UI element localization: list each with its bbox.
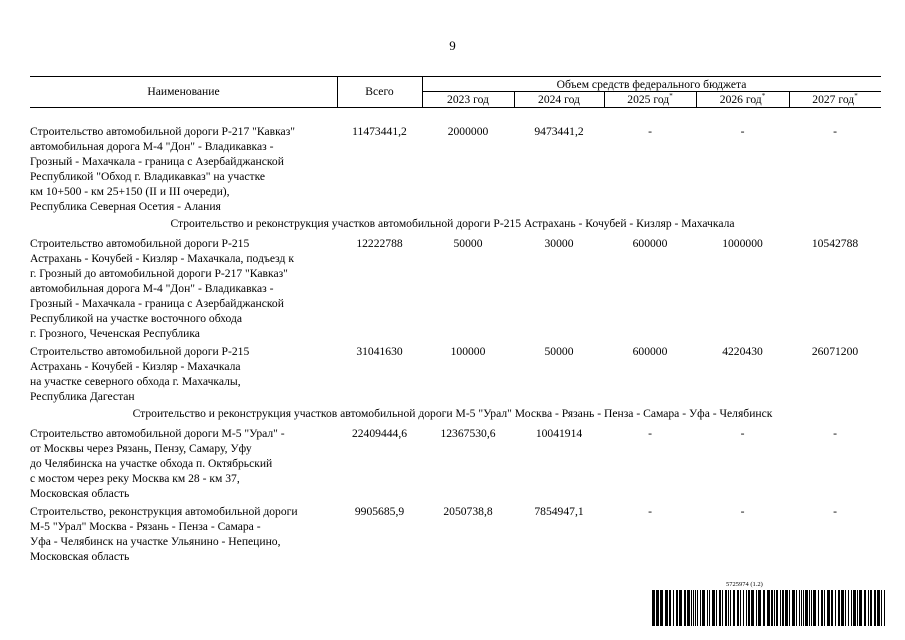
barcode-bar xyxy=(722,590,723,626)
row-value: - xyxy=(740,427,745,440)
barcode-bar xyxy=(774,590,775,626)
barcode-bar xyxy=(707,590,708,626)
row-value: 600000 xyxy=(632,237,668,250)
row-name: Строительство автомобильной дороги Р-215 Астрахань - Кочубей - Кизляр - Махачкала на участке северного обхода г. Махачкалы, Республика Дагестан xyxy=(30,345,250,403)
barcode-bar xyxy=(665,590,668,626)
barcode-bar xyxy=(746,590,747,626)
row-value: 1000000 xyxy=(722,237,763,250)
barcode-bar xyxy=(716,590,717,626)
barcode-bar xyxy=(821,590,823,626)
header-name: Наименование xyxy=(147,85,220,98)
row-value: 50000 xyxy=(544,345,574,358)
row-total: 12222788 xyxy=(356,237,403,250)
barcode-bar xyxy=(751,590,754,626)
row-value: - xyxy=(833,427,837,440)
barcode-bar xyxy=(767,590,770,626)
barcode-bar xyxy=(838,590,840,626)
barcode-bar xyxy=(870,590,872,626)
barcode-bar xyxy=(730,590,731,626)
barcode-bar xyxy=(811,590,812,626)
barcode-bar xyxy=(789,590,790,626)
footnote-mark: * xyxy=(854,92,858,101)
barcode-label: 5725974 (1.2) xyxy=(726,581,763,588)
row-total: 9905685,9 xyxy=(354,505,405,518)
row-value: 12367530,6 xyxy=(440,427,496,440)
row-name: Строительство, реконструкция автомобильной дороги М-5 "Урал" Москва - Рязань - Пенза - Самара - Уфа - Челябинск на участке Ульянино - Непецино, Московская область xyxy=(30,505,298,563)
barcode-bar xyxy=(818,590,819,626)
header-year-2024: 2024 год xyxy=(538,93,580,106)
section-heading: Строительство и реконструкция участков автомобильной дороги М-5 "Урал" Москва - Рязань - Пенза - Самара - Уфа - Челябинск xyxy=(132,407,773,420)
barcode-bar xyxy=(719,590,721,626)
barcode-bar xyxy=(700,590,701,626)
row-total: 31041630 xyxy=(356,345,403,358)
barcode-bar xyxy=(859,590,862,626)
barcode-bar xyxy=(841,590,844,626)
barcode-bar xyxy=(803,590,804,626)
barcode-bar xyxy=(669,590,671,626)
barcode-bar xyxy=(763,590,765,626)
barcode-bar xyxy=(691,590,692,626)
barcode-bar xyxy=(740,590,741,626)
row-value: - xyxy=(648,125,652,138)
row-value: - xyxy=(740,505,745,518)
row-total: 11473441,2 xyxy=(352,125,407,138)
row-total: 22409444,6 xyxy=(351,427,408,440)
barcode-bar xyxy=(697,590,698,626)
footnote-mark: * xyxy=(669,92,673,101)
barcode-bar xyxy=(702,590,705,626)
barcode-bar xyxy=(771,590,773,626)
row-value: 100000 xyxy=(450,345,486,358)
row-value: 30000 xyxy=(544,237,574,250)
header-bottom-rule xyxy=(30,107,881,108)
row-value: - xyxy=(833,125,837,138)
barcode-bar xyxy=(874,590,876,626)
row-value: - xyxy=(648,427,652,440)
row-value: 4220430 xyxy=(722,345,763,358)
barcode-bar xyxy=(758,590,761,626)
barcode-bar xyxy=(776,590,778,626)
barcode-bar xyxy=(845,590,846,626)
barcode-bar xyxy=(660,590,663,626)
barcode-bar xyxy=(673,590,674,626)
section-heading: Строительство и реконструкция участков автомобильной дороги Р-215 Астрахань - Кочубей - Кизляр - Махачкала xyxy=(170,217,735,230)
barcode-bar xyxy=(809,590,810,626)
barcode-bar xyxy=(737,590,739,626)
row-name: Строительство автомобильной дороги Р-215 Астрахань - Кочубей - Кизляр - Махачкала, подъезд к г. Грозный до автомобильной дороги Р-217 "Кавказ" автомобильная дорога М-4 "Дон" - Владикавказ - Грозный - Махачкала - граница с Азербайджанской Республикой на участке восточного обхода г. Грозного, Чеченская Республика xyxy=(30,237,294,340)
barcode-bar xyxy=(785,590,788,626)
header-year-2025: 2025 год* xyxy=(627,92,673,106)
barcode-bar xyxy=(857,590,858,626)
row-value: 26071200 xyxy=(811,345,859,358)
header-total: Всего xyxy=(365,85,394,98)
header-federal-budget: Объем средств федерального бюджета xyxy=(556,78,747,91)
barcode-bar xyxy=(827,590,830,626)
barcode-bar xyxy=(679,590,682,626)
barcode-bar xyxy=(693,590,694,626)
footnote-mark: * xyxy=(761,92,766,101)
barcode xyxy=(652,581,887,627)
barcode-bar xyxy=(652,590,655,626)
barcode-bar xyxy=(877,590,880,626)
header-year-2023: 2023 год xyxy=(447,93,489,106)
barcode-bar xyxy=(831,590,833,626)
row-value: 10041914 xyxy=(535,427,583,440)
barcode-bar xyxy=(684,590,686,626)
row-value: 9473441,2 xyxy=(534,125,584,138)
row-name: Строительство автомобильной дороги Р-217 "Кавказ" автомобильная дорога М-4 "Дон" - Владикавказ - Грозный - Махачкала - граница с Азербайджанской Республикой "Обход г. Владикавказ" на участке км 10+500 - км 25+150 (II и III очереди), Республика Северная Осетия - Алания xyxy=(30,125,296,213)
barcode-bar xyxy=(848,590,849,626)
row-value: - xyxy=(648,505,652,518)
barcode-bar xyxy=(728,590,729,626)
barcode-bars xyxy=(652,590,887,626)
barcode-bar xyxy=(695,590,696,626)
barcode-bar xyxy=(813,590,816,626)
barcode-bar xyxy=(782,590,784,626)
header-year-2027: 2027 год* xyxy=(812,92,858,106)
barcode-bar xyxy=(748,590,750,626)
header-year-2026: 2026 год* xyxy=(719,92,766,106)
barcode-bar xyxy=(756,590,757,626)
barcode-bar xyxy=(725,590,727,626)
barcode-bar xyxy=(792,590,795,626)
barcode-bar xyxy=(881,590,882,626)
barcode-bar xyxy=(884,590,885,626)
row-value: 10542788 xyxy=(811,237,859,250)
barcode-bar xyxy=(851,590,852,626)
barcode-bar xyxy=(868,590,869,626)
barcode-bar xyxy=(796,590,797,626)
barcode-bar xyxy=(801,590,802,626)
barcode-bar xyxy=(687,590,690,626)
page-number: 9 xyxy=(449,38,456,53)
barcode-bar xyxy=(733,590,735,626)
row-value: 50000 xyxy=(453,237,483,250)
barcode-bar xyxy=(824,590,825,626)
row-value: - xyxy=(833,505,837,518)
row-value: 7854947,1 xyxy=(534,505,584,518)
barcode-bar xyxy=(864,590,866,626)
barcode-bar xyxy=(780,590,781,626)
barcode-bar xyxy=(743,590,744,626)
barcode-bar xyxy=(656,590,659,626)
barcode-bar xyxy=(853,590,856,626)
row-value: 2000000 xyxy=(447,125,489,138)
barcode-bar xyxy=(712,590,715,626)
barcode-bar xyxy=(676,590,678,626)
barcode-bar xyxy=(709,590,710,626)
barcode-bar xyxy=(805,590,808,626)
row-value: 2050738,8 xyxy=(443,505,493,518)
row-value: - xyxy=(740,125,745,138)
row-value: 600000 xyxy=(632,345,668,358)
barcode-bar xyxy=(799,590,800,626)
barcode-bar xyxy=(835,590,836,626)
row-name: Строительство автомобильной дороги М-5 "Урал" - от Москвы через Рязань, Пензу, Самару, Уфу до Челябинска на участке обхода п. Октябрьский с мостом через реку Москва км 28 - км 37, Московская область xyxy=(30,427,285,500)
